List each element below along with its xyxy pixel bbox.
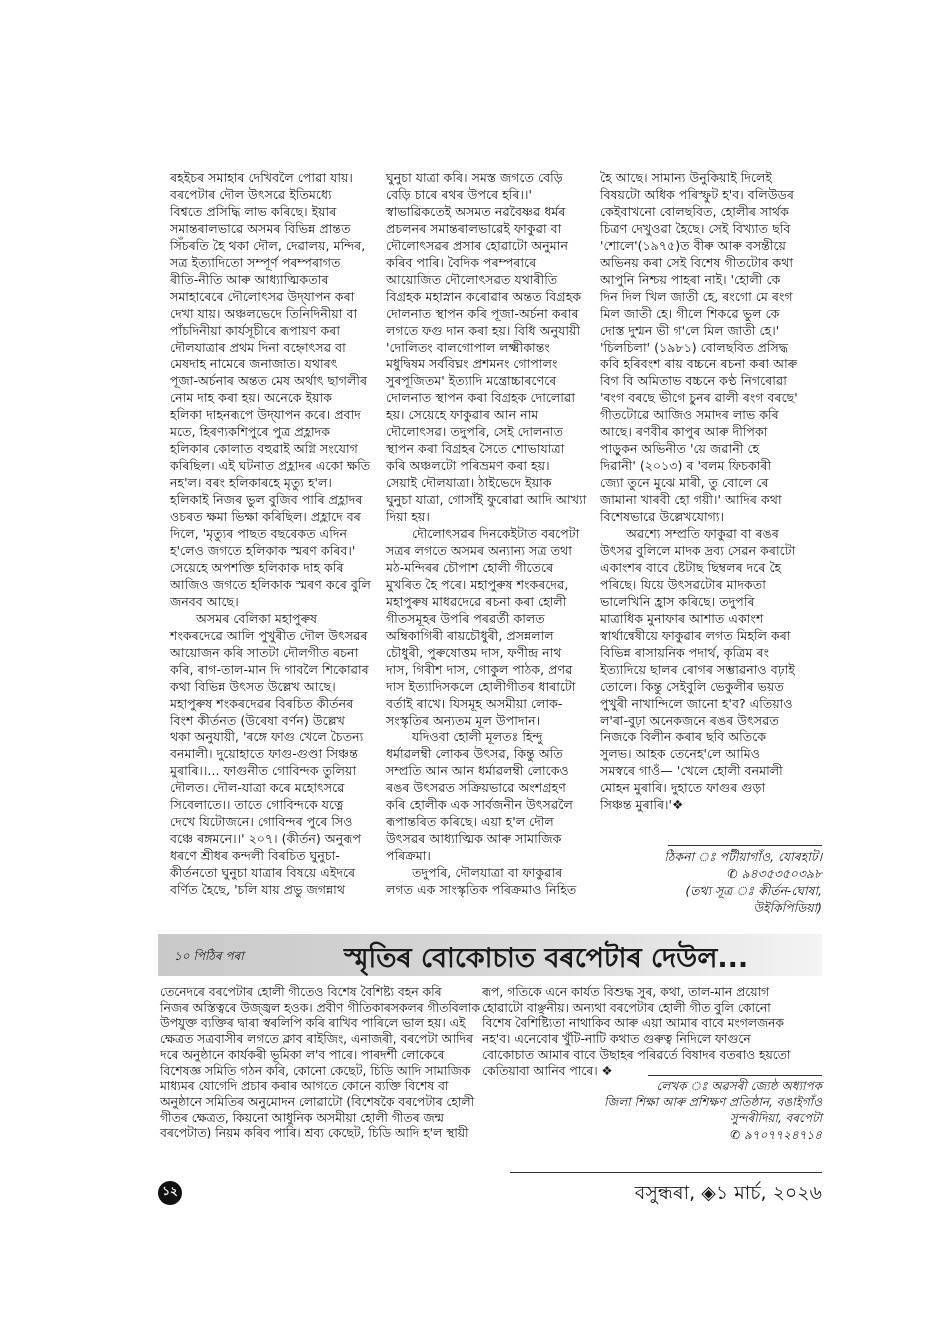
text-line: 'চিলচিলা' (১৯৮১) বোলছবিত প্ৰসিদ্ধ <box>600 339 789 355</box>
text-line: ঘুনুচা যাত্ৰা কৰি। সমস্ত জগতে বেড়ি <box>386 170 563 185</box>
text-line: অসমৰ বেলিকা মহাপুৰুষ <box>196 610 318 626</box>
text-line: মাধ্যমৰ যোগেদি প্ৰচাৰ কৰাৰ আগতে কোনে ব্যক্তি বিশেষ বা <box>160 1079 449 1094</box>
text-line: দোলনাত স্থাপন কৰা বিগ্ৰহক দোলোৱা <box>386 390 575 406</box>
text-line: কৰিব পাৰি। বৈদিক পৰম্পৰাৰে <box>386 254 537 270</box>
text-line: উৎসৱৰ আধ্যাত্মিক আৰু সামাজিক <box>386 831 562 847</box>
text-line: হোৱাটো বাঞ্ছনীয়। অন্যথা বৰপেটাৰ হোলী গীত বুলি কোনো <box>482 1000 771 1015</box>
text-line: কৰি, ৰাগ-তাল-মান দি গাবলৈ শিকোৱাৰ <box>170 661 369 677</box>
author-divider <box>648 1075 822 1076</box>
text-line: পাড়ুকন অভিনীত 'য়ে জৱানী হে <box>600 441 760 457</box>
footer-divider <box>510 1172 822 1173</box>
text-line: দাস, গিৰীশ দাস, গোকুল পাঠক, প্ৰণৱ <box>386 661 573 677</box>
text-line: হলিকা দাহনৰূপে উদ্‌যাপন কৰে। প্ৰবাদ <box>170 407 361 423</box>
text-line: জনবব আছে। <box>170 593 239 609</box>
text-line: অনুষ্ঠানে সমিতিৰ অনুমোদন লোৱাটো (বিশেষকৈ বৰপেটাৰ হোলী <box>160 1094 475 1109</box>
address-line: ✆ ৯৪৩৫৩৫০৩৯৮ <box>727 866 822 881</box>
text-line: সমস্বৰে গাওঁ— 'খেলে হোলী বনমালী <box>600 763 783 779</box>
text-line: তোলে। কিন্তু সেইবুলি ভেকুলীৰ ভয়ত <box>600 678 784 694</box>
text-line: সেয়াই দৌলযাত্ৰা। ঠাইভেদে ইয়াক <box>386 475 552 491</box>
text-line: দোলনাত স্থাপন কৰি পূজা-অৰ্চনা কৰাৰ <box>386 305 579 321</box>
text-line: হলিকাই নিজৰ ভুল বুজিব পাৰি প্ৰহ্লাদৰ <box>170 492 363 508</box>
text-line: যদিওবা হোলী মূলতঃ হিন্দু <box>412 729 543 745</box>
text-line: বঞ্চে ৰঙ্গমনে।।' ২০৭। (কীৰ্তন) অনুৰূপ <box>170 831 362 847</box>
text-line: সিঁচৰতি হৈ থকা দৌল, দেৱালয়, মন্দিৰ, <box>170 237 366 253</box>
text-line: বনমালী। দুয়োহাতে ফাগু-গুণ্ডা সিঞ্চন্ত <box>170 746 358 762</box>
text-line: মেষদাহ নামেৰে জনাজাত। যথাৰৎ <box>170 356 338 372</box>
address-divider <box>668 845 822 846</box>
text-line: কৰিছিল। এই ঘটনাত প্ৰহ্লাদৰ একো ক্ষতি <box>170 458 371 474</box>
text-line: মহাপুৰুষ শংকৰদেৱৰ বিৰচিত কীৰ্তনৰ <box>170 695 354 711</box>
text-line: বিশেষ বৈশিষ্ট্যিতা নাথাকিব আৰু এয়া আমাৰ বাবে মংগলজনক <box>482 1016 784 1031</box>
author-line: লেখক ঃ অৱসৰী জ্যেষ্ঠ অধ্যাপক <box>656 1079 822 1093</box>
text-line: বিষয়টো অধিক পৰিস্ফুট হ'ব। বলিউডৰ <box>600 186 794 202</box>
text-line: কীৰ্তনতো ঘুনুচা যাত্ৰাৰ বিষয়ে এইদৰে <box>170 865 356 881</box>
text-line: বিংশ কীৰ্তনত (উৰেষা বৰ্ণন) উল্লেখ <box>170 712 345 728</box>
text-line: সুলভ। আহক তেনেহ'লে আমিও <box>600 746 760 762</box>
text-line: হ'লেও জগতে হলিকাক স্মৰণ কৰিব।' <box>170 542 356 558</box>
text-line: আছে। ৰণবীৰ কাপুৰ আৰু দীপিকা <box>600 424 768 440</box>
text-line: মুখৰিত হৈ পৰে। মহাপুৰুষ শংকৰদেৱ, <box>386 576 569 592</box>
text-line: কৰি হোলীক এক সাৰ্বজনীন উৎসৱলৈ <box>386 797 573 813</box>
text-line: মিল জাতী হে। গীলে শিকৱে ভুল কে <box>600 305 780 321</box>
continuation-column-1 <box>160 985 481 1142</box>
text-line: দেখে যিটোজনে। গোবিন্দৰ পুৰে সিও <box>170 814 353 830</box>
text-line: কৰি অঞ্চলটো পৰিভ্ৰমণ কৰা হয়। <box>386 458 550 474</box>
text-line: দৌলোৎসৱৰ দিনকেইটাত বৰপেটা <box>412 526 580 542</box>
text-line: বৰ্তাই ৰাখে। যিসমূহ অসমীয়া লোক- <box>386 695 563 711</box>
text-line: দেখা যায়। অঞ্চলভেদে তিনিদিনীয়া বা <box>170 305 358 321</box>
text-line: ৰহইচৰ সমাহাৰ দেখিবলৈ পোৱা যায়। <box>170 170 353 185</box>
text-line: বোকোচাত আমাৰ বাবে উছাহৰ পৰিৱৰ্তে বিষাদৰ বতৰাও হয়তো <box>482 1047 791 1062</box>
text-line: মুৰাৰি।।... ফাগুনীত গোবিন্দক তুলিয়া <box>170 763 357 779</box>
text-line: দৌলোৎসৱ। তদুপৰি, সেই দোলনাত <box>386 424 564 440</box>
text-line: ক্ষেত্ৰত সত্ৰবাসীৰ লগতে ক্লাব ৰাইজিং, এনাজৰী, বৰপেটা আদিৰ <box>160 1032 473 1047</box>
text-line: 'ৰংগ বৰছে ভীগে চুনৰ ৱালী ৰংগ বৰছে' <box>600 390 798 406</box>
text-line: ৰঙৰ উৎসৱত সক্ৰিয়ভাৱে অংশগ্ৰহণ <box>386 780 566 796</box>
text-line: 'দোলিতং বালগোপাল লক্ষ্মীকান্তং <box>386 339 550 355</box>
text-line: দৌলত। দৌল-যাত্ৰা কৰে মহোৎসৱে <box>170 780 345 796</box>
address-line: ঠিকনা ঃ পটীয়াগাঁও, যোৰহাট। <box>664 849 822 864</box>
text-line: নিজকে বিলীন কৰাৰ ছবি অতিকে <box>600 729 767 745</box>
text-line: দৌলোৎসৱৰ প্ৰসাৰ হোৱাটো অনুমান <box>386 237 568 253</box>
text-line: 'শোলে'(১৯৭৫)ত বীৰু আৰু বসন্তীয়ে <box>600 237 786 253</box>
text-line: নহ'ল। বৰং হলিকাৰহে মৃত্যু হ'ল। <box>170 475 332 491</box>
address-line: উইকিপিডিয়া) <box>753 900 822 915</box>
continued-from-label: ১০ পিঠিৰ পৰা <box>174 949 244 963</box>
text-line: প্ৰচলনৰ সমান্তৰালভাৱেই ফাকুৱা বা <box>386 220 562 236</box>
text-line: আয়োজিত দৌলোৎসৱত যথাৰীতি <box>386 271 558 287</box>
text-line: দিলে, 'মৃত্যুৰ পাছত বছৰেকত এদিন <box>170 526 347 542</box>
text-line: দিয়া হয়। <box>386 509 430 525</box>
text-line: হলিকাৰ কোলাত বহুৱাই অগ্নি সংযোগ <box>170 441 358 457</box>
text-line: ৰূপান্তৰিত কৰিছে। এয়া হ'ল দৌল <box>386 814 554 830</box>
text-line: ল'ৰা-বুঢ়া অনেকজনে ৰঙৰ উৎসৱত <box>600 712 779 728</box>
text-line: ৰীতি-নীতি আৰু আধ্যাত্মিকতাৰ <box>170 271 329 287</box>
text-line: অম্বিকাগিৰী ৰায়চৌধুৰী, প্ৰসন্নলাল <box>386 627 554 643</box>
text-line: ৰূপ, গতিকে এনে কাৰ্যত বিশুদ্ধ সুৰ, কথা, তাল-মান প্ৰয়োগ <box>482 985 770 999</box>
text-line: ধৰণে শ্ৰীধৰ কন্দলী বিৰচিত ঘুনুচা- <box>170 848 340 864</box>
text-line: স্থাপন কৰা বিগ্ৰহৰ সৈতে শোভাযাত্ৰা <box>386 441 565 457</box>
article-column-3 <box>600 170 822 814</box>
text-line: হৈ আছে। সামান্য উনুকিয়াই দিলেই <box>600 170 772 185</box>
text-line: পুখুৰী নাখান্দিলে জানো হ'ব? এতিয়াও <box>600 695 793 711</box>
text-line: আপুনি নিশ্চয় পাহৰা নাই। 'হোলী কে <box>600 271 781 287</box>
text-line: বিভিন্ন ৰাসায়নিক পদাৰ্থ, কৃত্ৰিম ৰং <box>600 644 770 660</box>
author-line: সুন্দৰীদিয়া, বৰপেটা <box>729 1111 822 1126</box>
text-line: সমান্তৰালভাৱে অসমৰ বিভিন্ন প্ৰান্তত <box>170 220 351 236</box>
text-line: শংকৰদেৱে আলি পুখুৰীত দৌল উৎসৱৰ <box>170 627 368 643</box>
text-line: গীতটোৱে আজিও সমাদৰ লাভ কৰি <box>600 407 779 423</box>
page-number: ১২ <box>158 1181 182 1205</box>
text-line: নোম দাহ কৰা হয়। অনেকে ইয়াক <box>170 390 333 406</box>
text-line: সেয়েহে অপশক্তি হলিকাক দাহ কৰি <box>170 559 344 575</box>
text-line: মোহন মুৰাৰি। দুহাতে ফাগুৰ গুড়া <box>600 780 766 796</box>
text-line: জ্যো তুনে মুঝে মাৰী, তু বোলে ৰে <box>600 475 769 491</box>
text-line: বেড়ি চাৰে ৰথৰ উপৰে হৰি।।' <box>386 186 532 202</box>
text-line: স্বাৰ্থান্বেষীয়ে ফাকুৱাৰ লগত মিহলি কৰা <box>600 627 791 643</box>
text-line: চিত্ৰণ দেখুওৱা হৈছে। সেই বিখ্যাত ছবি <box>600 220 791 236</box>
text-line: সম্প্ৰতি আন আন ধৰ্মাৱলম্বী লোকেও <box>386 763 569 779</box>
text-line: সত্ৰৰ লগতে অসমৰ অন্যান্য সত্ৰ তথা <box>386 542 572 558</box>
text-line: বিশ্বতে প্ৰসিদ্ধি লাভ কৰিছে। ইয়াৰ <box>170 203 337 219</box>
author-address <box>664 848 822 916</box>
author-line: ✆ ৯৭০৭৭২৪৭১৪ <box>730 1127 822 1142</box>
text-line: কেতিয়াবা আনিব পাৰে। ❖ <box>482 1063 613 1078</box>
text-line: ওচৰত ক্ষমা ভিক্ষা কৰিছিল। প্ৰহ্লাদে বৰ <box>170 509 361 525</box>
text-line: ভালেখিনি হ্ৰাস কৰিছে। তদুপৰি <box>600 593 755 609</box>
text-line: তদুপৰি, দৌলযাত্ৰা বা ফাকুৱাৰ <box>412 865 563 881</box>
text-line: লগত এক সাংস্কৃতিক পৰিক্ৰমাও নিহিত <box>386 882 577 898</box>
text-line: সুৰপূজিতম' ইত্যাদি মন্ত্ৰোচ্চাৰণেৰে <box>386 373 557 389</box>
text-line: স্বাভাৱিকতেই অসমত নৱবৈষ্ণৱ ধৰ্মৰ <box>386 203 566 219</box>
text-line: দৌলযাত্ৰাৰ প্ৰথম দিনা বহ্নোৎসৱ বা <box>170 339 346 355</box>
text-line: পৰিক্ৰমা। <box>386 848 431 864</box>
continuation-banner <box>158 934 822 976</box>
text-line: কেইবাখনো বোলছবিত, হোলীৰ সাৰ্থক <box>600 203 789 219</box>
text-line: বিশেষভাৱে উল্লেখযোগ্য। <box>600 509 725 525</box>
text-line: দৰে অনুষ্ঠানে কাৰ্যকৰী ভূমিকা ল'ব পাৰে। পাৰদৰ্শী লোকেৰে <box>160 1047 445 1062</box>
text-line: বিগ্ৰহক মহাস্নান কৰোৱাৰ অন্তত বিগ্ৰহক <box>386 288 582 304</box>
text-line: দিন দিল খিল জাতী হে, ৰংগো মে ৰংগ <box>600 288 793 304</box>
text-line: চৌধুৰী, পুৰুষোত্তম দাস, ফণীন্দ্ৰ নাথ <box>386 644 562 660</box>
text-line: মতে, হিৰণ্যকশিপুৰে পুত্ৰ প্ৰহ্লাদক <box>170 424 331 440</box>
text-line: মাত্ৰাধিক মুনাফাৰ আশাত একাংশ <box>600 610 764 626</box>
text-line: দোস্ত দুশ্মন ভী গ'লে মিল জাতী হে।' <box>600 322 780 338</box>
text-line: লগতে ফগু দান কৰা হয়। বিধি অনুযায়ী <box>386 322 581 338</box>
text-line: হয়। সেয়েহে ফাকুৱাৰ আন নাম <box>386 407 539 423</box>
text-line: দাস ইত্যাদিসকলে হোলীগীতৰ ধাৰাটো <box>386 678 576 694</box>
text-line: আজিও জগতে হলিকাক স্মৰণ কৰে বুলি <box>170 576 371 592</box>
text-line: কথা বিভিন্ন উৎসত উল্লেখ আছে। <box>170 678 336 694</box>
text-line: আয়োজন কৰি সাতটা দৌলগীত ৰচনা <box>170 644 359 660</box>
text-line: পূজা-অৰ্চনাৰ অন্তত মেষ অৰ্থাৎ ছাগলীৰ <box>170 373 368 389</box>
text-line: উৎসৱ বুলিলে মাদক দ্ৰব্য সেৱন কৰাটো <box>600 542 796 558</box>
text-line: বিগ বি অমিতাভ বচ্চনে কণ্ঠ নিগৰোৱা <box>600 373 787 389</box>
text-line: নিজৰ অস্তিত্বৰে উজ্জ্বল হওক। প্ৰবীণ গীতিকাৰসকলৰ গীতবিলাক <box>160 1000 481 1015</box>
author-line: জিলা শিক্ষা আৰু প্ৰশিক্ষণ প্ৰতিষ্ঠান, বঙাইগাঁও <box>604 1095 822 1110</box>
text-line: বৰ্ণিত হৈছে, 'চলি যায় প্ৰভু জগন্নাথ <box>170 882 345 898</box>
text-line: গীতৰ ক্ষেত্ৰত, কিয়নো আধুনিক অসমীয়া হোলী গীতৰ জন্ম <box>160 1110 444 1125</box>
author-info <box>604 1078 822 1143</box>
text-line: পৰিছে। যিয়ে উৎসৱটোৰ মাদকতা <box>600 576 766 592</box>
continuation-column-2 <box>482 985 822 1079</box>
text-line: ঘুনুচা যাত্ৰা, গোসাঁই ফুৰোৱা আদি আখ্যা <box>386 492 587 508</box>
text-line: ইত্যাদিয়ে ছালৰ ৰোগৰ সম্ভাৱনাও বঢ়াই <box>600 661 795 677</box>
text-line: বৰপেটাত) নিয়ম কৰিব পাৰি। শ্ৰব্য কেছেট, চিডি আদি হ'ল স্থায়ী <box>160 1126 469 1141</box>
text-line: সিবেলাতে।। তাতে গোবিন্দকে যত্নে <box>170 797 344 813</box>
text-line: সংস্কৃতিৰ অন্যতম মূল উপাদান। <box>386 712 541 728</box>
article-column-2 <box>386 170 594 899</box>
text-line: সত্ৰ ইত্যাদিতো সম্পূৰ্ণ পৰম্পৰাগত <box>170 254 341 270</box>
publication-footer: বসুন্ধৰা, ◈১ মাৰ্চ, ২০২৬ <box>634 1182 822 1204</box>
text-line: জামানা খাৰবী হো গয়ী।' আদিৰ কথা <box>600 492 782 508</box>
text-line: মধুদ্বিষম সৰ্ববিঘ্নং প্ৰশমনং গোপালং <box>386 356 558 372</box>
text-line: অভিনয় কৰা সেই বিশেষ গীতটোৰ কথা <box>600 254 794 270</box>
text-line: সমাহাৰেৰে দৌলোৎসৱ উদ্‌যাপন কৰা <box>170 288 355 304</box>
text-line: থকা অনুযায়ী, 'ৰঙ্গে ফাগু খেলে চৈতন্য <box>170 729 364 745</box>
text-line: বৰপেটাৰ দৌল উৎসৱে ইতিমধ্যে <box>170 186 332 202</box>
text-line: তেনেদৰে বৰপেটাৰ হোলী গীতেও বিশেষ বৈশিষ্ট্য বহন কৰি <box>160 985 442 999</box>
text-line: বিশেষজ্ঞ সমিতি গঠন কৰি, কোনো কেছেট, চিডি আদি সামাজিক <box>160 1063 471 1078</box>
text-line: কবি হৰিবংশ ৰায় বচ্চনে ৰচনা কৰা আৰু <box>600 356 798 372</box>
text-line: গীতসমূহৰ উপৰি পৰৱৰ্তী কালত <box>386 610 545 626</box>
continuation-title: স্মৃতিৰ বোকোচাত বৰপেটাৰ দেউল... <box>344 943 749 974</box>
text-line: অৱশ্যে সম্প্ৰতি ফাকুৱা বা ৰঙৰ <box>626 526 779 542</box>
text-line: উপযুক্ত ব্যক্তিৰ দ্বাৰা স্বৰলিপি কৰি ৰাখিব পাৰিলে ভাল হয়। এই <box>160 1016 466 1031</box>
text-line: নহ'ব। এনেবোৰ খুঁটি-নাটি কথাত গুৰুত্ব নিদিলে ফাগুনে <box>482 1032 751 1047</box>
text-line: পাঁচদিনীয়া কাৰ্যসূচীৰে ৰূপায়ণ কৰা <box>170 322 341 338</box>
text-line: একাংশৰ বাবে ষ্টেটাছ ছিম্বলৰ দৰে হৈ <box>600 559 782 575</box>
address-line: (তথ্য সূত্ৰ ঃ কীৰ্তন-ঘোষা, <box>685 883 822 898</box>
text-line: সিঞ্চন্ত মুৰাৰি।'❖ <box>600 797 684 813</box>
text-line: মঠ-মন্দিৰৰ চৌপাশ হোলী গীতেৰে <box>386 559 554 575</box>
text-line: মহাপুৰুষ মাধৱদেৱে ৰচনা কৰা হোলী <box>386 593 567 609</box>
text-line: দিৱানী' (২০১৩) ৰ 'বলম ফিচকাৰী <box>600 458 772 474</box>
article-column-1 <box>170 170 382 899</box>
text-line: ধৰ্মাৱলম্বী লোকৰ উৎসৱ, কিন্তু অতি <box>386 746 563 762</box>
